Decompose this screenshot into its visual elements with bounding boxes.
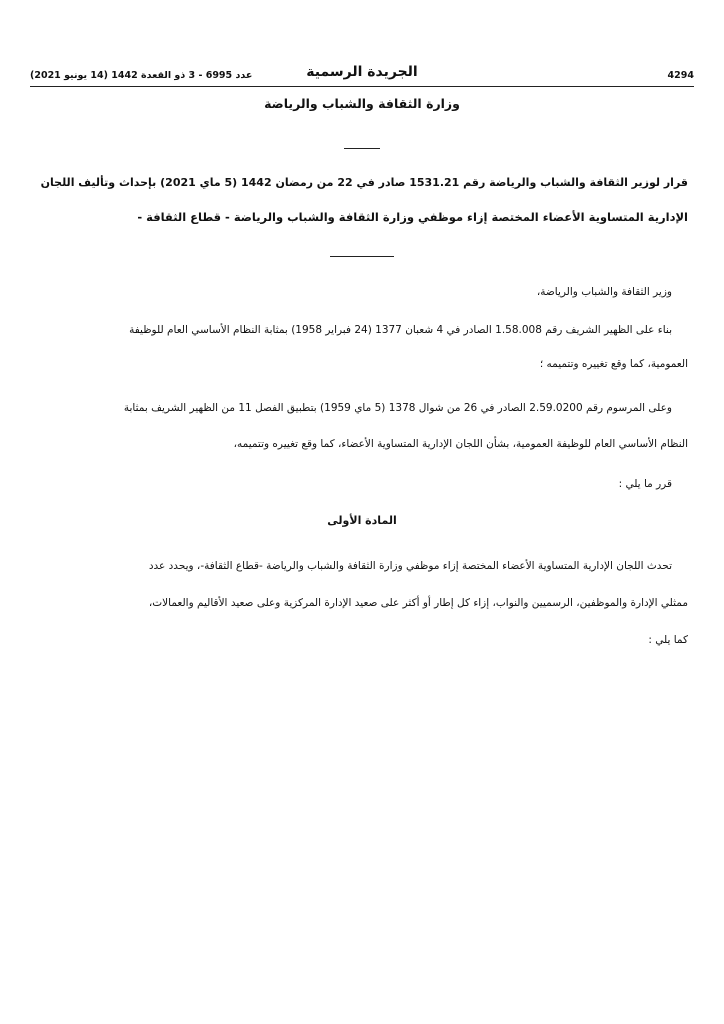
ministry-heading: وزارة الثقافة والشباب والرياضة xyxy=(264,96,460,111)
minister-line: وزير الثقافة والشباب والرياضة، xyxy=(536,286,672,298)
article-1-line-3: كما يلي : xyxy=(648,634,688,646)
recital-1-line-2: العمومية، كما وقع تغييره وتتميمه ؛ xyxy=(539,358,688,370)
journal-title: الجريدة الرسمية xyxy=(306,64,418,80)
issue-info: عدد 6995 - 3 ذو القعدة 1442 (14 يونيو 2021) xyxy=(30,70,253,81)
recital-1-line-1: بناء على الظهير الشريف رقم 1.58.008 الصادر في 4 شعبان 1377 (24 فبراير 1958) بمثابة النظام الأساسي العام للوظيفة xyxy=(129,324,672,336)
ministry-divider xyxy=(344,148,380,149)
article-heading: المادة الأولى xyxy=(327,514,397,527)
decides-line: قرر ما يلي : xyxy=(618,478,672,490)
page-header xyxy=(30,64,694,86)
header-rule xyxy=(30,86,694,87)
recital-2-line-1: وعلى المرسوم رقم 2.59.0200 الصادر في 26 من شوال 1378 (5 ماي 1959) بتطبيق الفصل 11 من الظهير الشريف بمثابة xyxy=(123,402,672,414)
article-1-line-2: ممثلي الإدارة والموظفين، الرسميين والنواب، إزاء كل إطار أو أكثر على صعيد الإدارة المركزية وعلى صعيد الأقاليم والعمالات، xyxy=(148,597,688,609)
article-1-line-1: تحدث اللجان الإدارية المتساوية الأعضاء المختصة إزاء موظفي وزارة الثقافة والشباب والرياضة -قطاع الثقافة-، ويحدد عدد xyxy=(148,560,672,572)
title-divider xyxy=(330,256,394,257)
recital-2-line-2: النظام الأساسي العام للوظيفة العمومية، بشأن اللجان الإدارية المتساوية الأعضاء، كما وقع تغييره وتتميمه، xyxy=(233,438,688,450)
decree-title-line-1: قرار لوزير الثقافة والشباب والرياضة رقم 1531.21 صادر في 22 من رمضان 1442 (5 ماي 2021) بإحداث وتأليف اللجان xyxy=(40,176,688,189)
page-number: 4294 xyxy=(667,70,694,81)
decree-title-line-2: الإدارية المتساوية الأعضاء المختصة إزاء موظفي وزارة الثقافة والشباب والرياضة - قطاع الثقافة - xyxy=(137,210,688,224)
